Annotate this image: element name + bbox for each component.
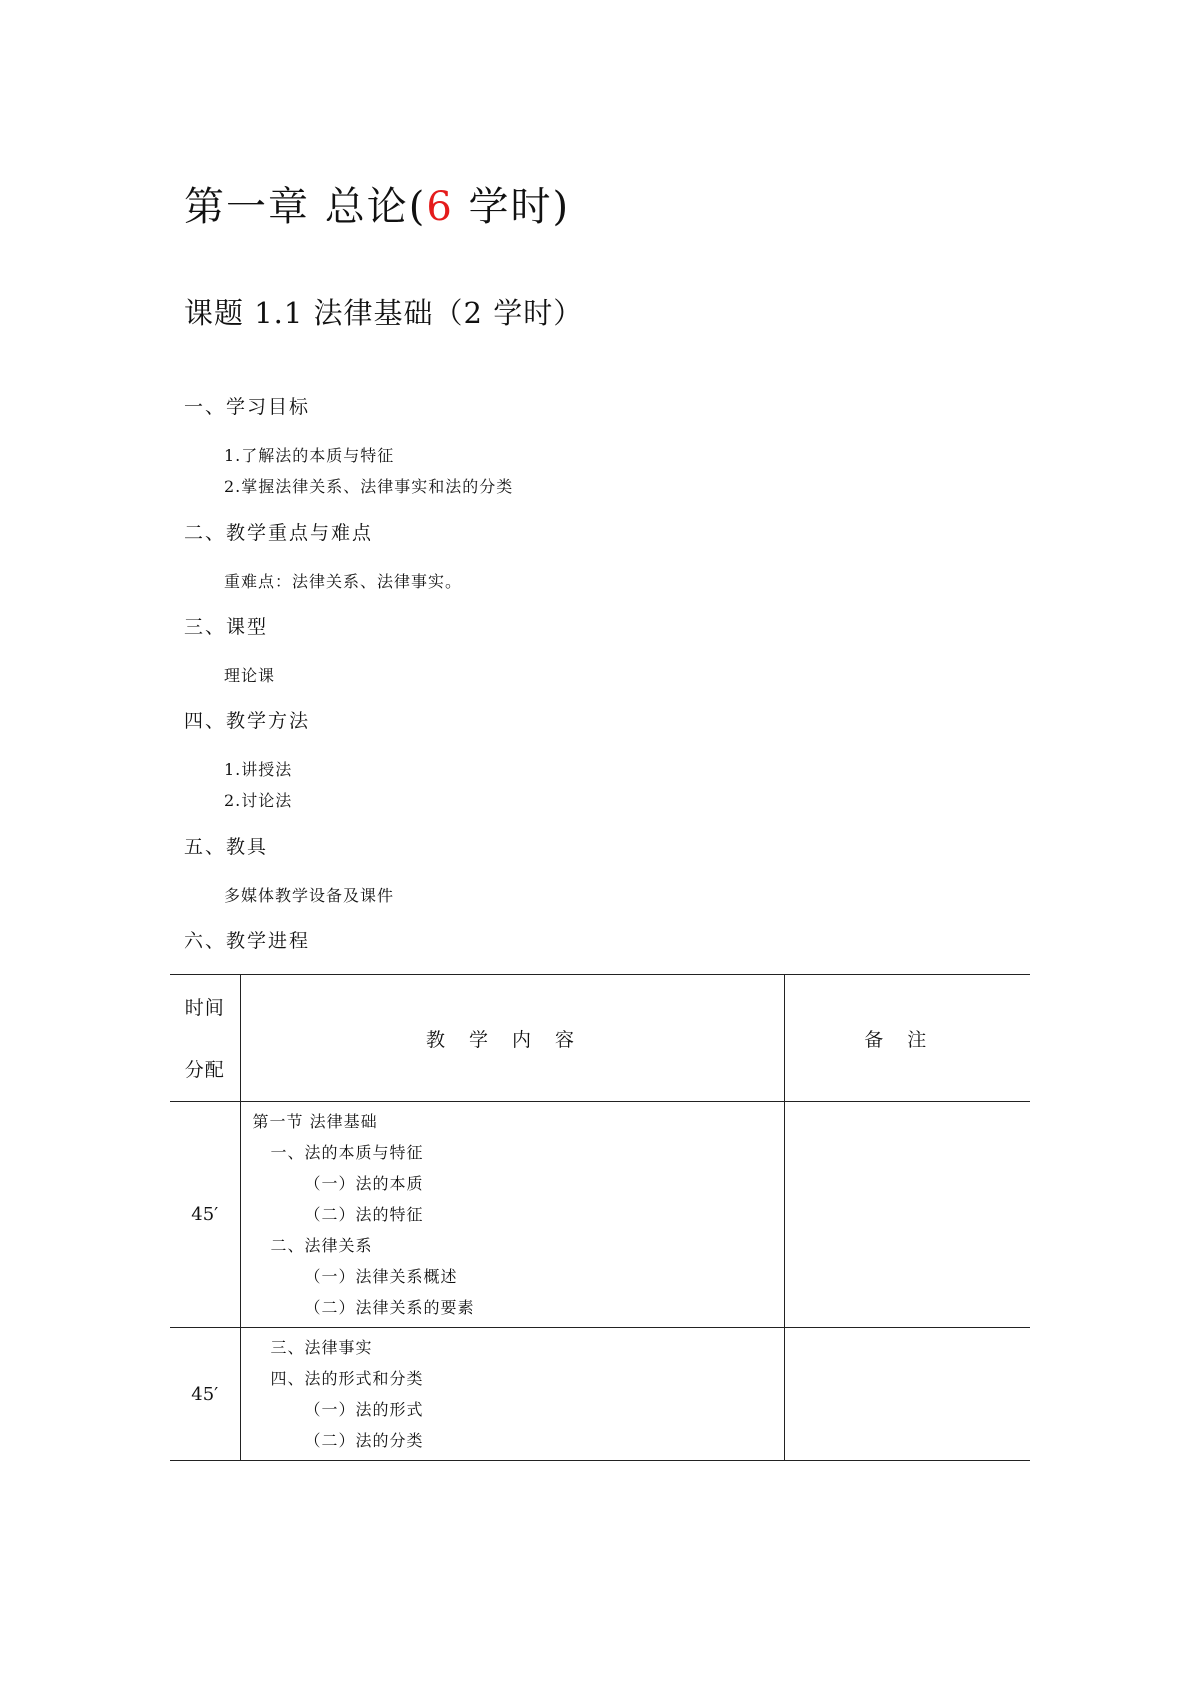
content-cell xyxy=(240,1328,784,1461)
chapter-title-prefix: 第一章 总论( xyxy=(184,184,427,230)
method-item: 1.讲授法 xyxy=(224,760,293,779)
time-cell: 45′ xyxy=(170,1328,240,1461)
content-line: （二）法的特征 xyxy=(304,1205,424,1224)
header-time-cell xyxy=(170,975,240,1102)
objective-item: 2.掌握法律关系、法律事实和法的分类 xyxy=(224,477,514,496)
teaching-process-table xyxy=(170,974,1030,1461)
chapter-title xyxy=(184,175,570,232)
header-time-line2: 分配 xyxy=(184,1059,225,1081)
section-heading-lesson-type: 三、课型 xyxy=(184,616,269,638)
objective-item: 1.了解法的本质与特征 xyxy=(224,446,395,465)
content-line: （一）法律关系概述 xyxy=(304,1267,458,1286)
time-cell: 45′ xyxy=(170,1102,240,1328)
table-row xyxy=(170,1328,1030,1461)
notes-cell xyxy=(784,1328,1030,1461)
key-points-text: 重难点：法律关系、法律事实。 xyxy=(224,572,463,591)
header-notes-label: 备注 xyxy=(864,1028,951,1051)
content-cell xyxy=(240,1102,784,1328)
content-line: 四、法的形式和分类 xyxy=(270,1369,424,1388)
lesson-type-text: 理论课 xyxy=(224,666,276,685)
header-content-cell xyxy=(240,975,784,1102)
method-item: 2.讨论法 xyxy=(224,791,293,810)
table-row xyxy=(170,1102,1030,1328)
content-line: 二、法律关系 xyxy=(270,1236,373,1255)
chapter-title-suffix: 学时) xyxy=(453,184,571,230)
section-heading-methods: 四、教学方法 xyxy=(184,710,311,732)
teaching-aids-text: 多媒体教学设备及课件 xyxy=(224,886,395,905)
header-time-line1: 时间 xyxy=(184,997,225,1019)
content-line: （一）法的形式 xyxy=(304,1400,424,1419)
notes-cell xyxy=(784,1102,1030,1328)
lesson-title: 课题 1.1 法律基础（2 学时） xyxy=(184,296,584,330)
header-content-label: 教学内容 xyxy=(425,1028,598,1051)
section-heading-process: 六、教学进程 xyxy=(184,930,311,952)
content-line: （二）法律关系的要素 xyxy=(304,1298,475,1317)
content-line: （二）法的分类 xyxy=(304,1431,424,1450)
section-heading-teaching-aids: 五、教具 xyxy=(184,836,269,858)
section-heading-objectives: 一、学习目标 xyxy=(184,396,311,418)
content-line: （一）法的本质 xyxy=(304,1174,424,1193)
header-notes-cell xyxy=(784,975,1030,1102)
content-line: 三、法律事实 xyxy=(270,1338,373,1357)
table-header-row xyxy=(170,975,1030,1102)
section-heading-key-points: 二、教学重点与难点 xyxy=(184,522,374,544)
chapter-title-hours: 6 xyxy=(426,184,454,230)
content-line: 一、法的本质与特征 xyxy=(270,1143,424,1162)
content-line: 第一节 法律基础 xyxy=(252,1112,378,1131)
